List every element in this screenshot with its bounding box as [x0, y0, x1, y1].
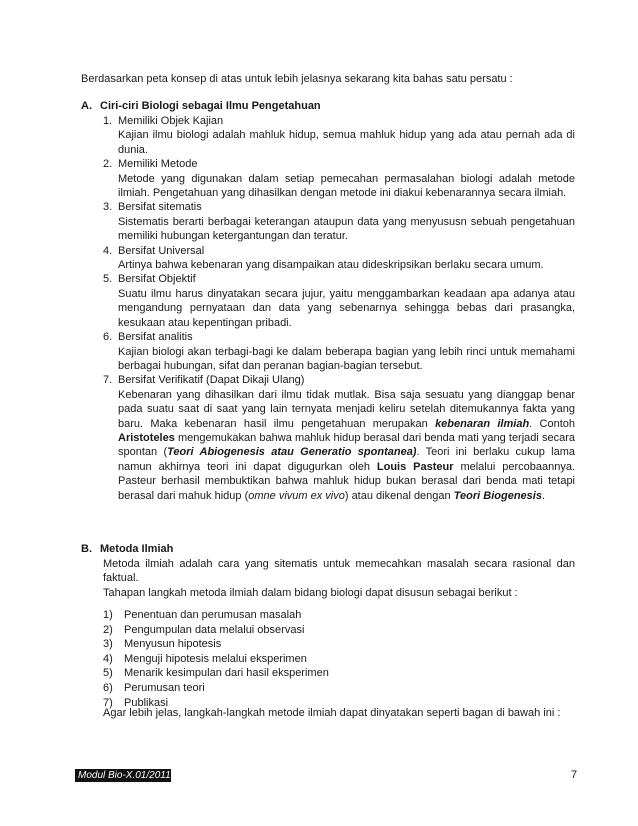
section-b-letter: B. [81, 543, 92, 555]
section-a-title: Ciri-ciri Biologi sebagai Ilmu Pengetahuan [100, 100, 321, 112]
method-steps-list [103, 608, 329, 710]
list-item [103, 114, 575, 157]
step-label: Penentuan dan perumusan masalah [124, 609, 302, 621]
item-number: 4. [103, 244, 113, 257]
body-text: . Contoh [529, 417, 575, 430]
step-item [103, 666, 329, 681]
list-item [103, 272, 575, 330]
intro-paragraph: Berdasarkan peta konsep di atas untuk lebih jelasnya sekarang kita bahas satu persatu : [81, 73, 513, 85]
section-b-title: Metoda Ilmiah [100, 543, 174, 555]
step-number: 1) [103, 609, 113, 621]
item-title: Memiliki Metode [118, 158, 198, 171]
body-text: . Teori ini berlaku cukup lama namun akhirnya teori ini dapat digugurkan oleh [118, 446, 575, 473]
item-number: 3. [103, 201, 113, 214]
closing-paragraph: Agar lebih jelas, langkah-langkah metode ilmiah dapat dinyatakan seperti bagan di bawah ini : [103, 707, 561, 719]
item-body: Artinya bahwa kebenaran yang disampaikan atau dideskripsikan berlaku secara umum. [118, 259, 544, 272]
item-number: 5. [103, 273, 113, 286]
emphasis-kebenaran-ilmiah: kebenaran ilmiah [435, 417, 530, 430]
step-label: Menarik kesimpulan dari hasil eksperimen [124, 667, 329, 680]
body-text: mengemukakan bahwa mahluk hidup berasal dari benda mati yang terjadi secara spontan ( [118, 431, 575, 459]
item-body: Metode yang digunakan dalam setiap pemecahan permasalahan biologi adalah metode ilmiah. Pengetahuan yang dihasilkan dengan metode ini diakui kebenarannya secara ilmiah. [118, 172, 575, 200]
step-item [103, 652, 329, 667]
step-item [103, 681, 329, 696]
step-label: Pengumpulan data melalui observasi [124, 623, 305, 636]
section-a-heading [81, 99, 321, 113]
section-b-heading [81, 542, 173, 556]
item-title: Bersifat analitis [118, 331, 193, 344]
emphasis-louis-pasteur: Louis Pasteur [376, 460, 454, 473]
item-number: 1. [103, 115, 113, 127]
list-item [103, 157, 575, 200]
item-title: Bersifat Verifikatif (Dapat Dikaji Ulang) [118, 374, 305, 387]
step-label: Menguji hipotesis melalui eksperimen [124, 652, 307, 665]
list-item [103, 244, 575, 273]
item-body: Kajian biologi akan terbagi-bagi ke dalam beberapa bagian yang lebih rinci untuk memahami berbagai hubungan, sifat dan peranan bagian-bagian tersebut. [118, 345, 575, 372]
emphasis-aristoteles: Aristoteles [118, 431, 175, 444]
section-a-letter: A. [81, 100, 92, 112]
list-item [103, 330, 575, 373]
step-number: 2) [103, 623, 113, 636]
characteristics-list [103, 114, 575, 503]
list-item [103, 200, 575, 243]
item-title: Bersifat sitematis [118, 201, 202, 214]
item-number: 2. [103, 158, 113, 171]
item-title: Bersifat Universal [118, 244, 205, 257]
step-label: Menyusun hipotesis [124, 638, 222, 651]
item-title: Bersifat Objektif [118, 273, 196, 286]
section-b-intro [103, 557, 575, 600]
step-item [103, 637, 329, 652]
definition-paragraph: Metoda ilmiah adalah cara yang sitematis untuk memecahkan masalah secara rasional dan faktual. [103, 558, 575, 585]
step-number: 6) [103, 681, 113, 694]
step-number: 3) [103, 638, 113, 651]
item-title: Memiliki Objek Kajian [118, 115, 224, 127]
emphasis-teori-biogenesis: Teori Biogenesis [453, 489, 542, 502]
page-number: 7 [571, 769, 578, 781]
step-label: Publikasi [124, 696, 169, 709]
item-body: Suatu ilmu harus dinyatakan secara jujur, yaitu menggambarkan keadaan apa adanya atau mengandung pernyataan dan data yang sebenarnya sehingga bebas dari prasangka, kesukaan atau kepentingan pribadi. [118, 287, 575, 329]
step-number: 4) [103, 652, 113, 665]
item-body: Sistematis berarti berbagai keterangan ataupun data yang menyususn sebuah pengetahuan memiliki hubungan ketergantungan dan teratur. [118, 215, 575, 243]
body-text: ) atau dikenal dengan [344, 489, 454, 502]
step-item [103, 608, 329, 623]
step-number: 5) [103, 667, 113, 680]
body-text: melalui percobaannya. Pasteur berhasil membuktikan bahwa mahluk hidup bukan berasal dari benda mati tetapi berasal dari mahuk hidup ( [118, 460, 576, 502]
module-code-label: Modul Bio-X.01/2011 [75, 769, 171, 782]
steps-intro: Tahapan langkah metoda ilmiah dalam bidang biologi dapat disusun sebagai berikut : [103, 586, 518, 599]
item-body [103, 388, 575, 503]
list-item-verifikatif [103, 373, 575, 503]
step-item [103, 623, 329, 638]
emphasis-omne-vivum: omne vivum ex vivo [248, 489, 345, 502]
item-number: 6. [103, 331, 113, 344]
item-number: 7. [103, 374, 113, 387]
body-text: . [541, 489, 546, 502]
step-label: Perumusan teori [124, 681, 205, 694]
emphasis-teori-abiogenesis: Teori Abiogenesis atau Generatio spontanea) [167, 446, 417, 459]
body-text: Kebenaran yang dihasilkan dari ilmu tidak mutlak. Bisa saja sesuatu yang dianggap benar pada suatu saat di saat yang lain ternyata menjadi keliru setelah ditemukannya fakta yang baru. Maka kebenaran hasil ilmu pengetahuan merupakan [118, 388, 575, 430]
step-number: 7) [103, 696, 113, 709]
item-body: Kajian ilmu biologi adalah mahluk hidup, semua mahluk hidup yang ada atau pernah ada di dunia. [118, 129, 575, 156]
